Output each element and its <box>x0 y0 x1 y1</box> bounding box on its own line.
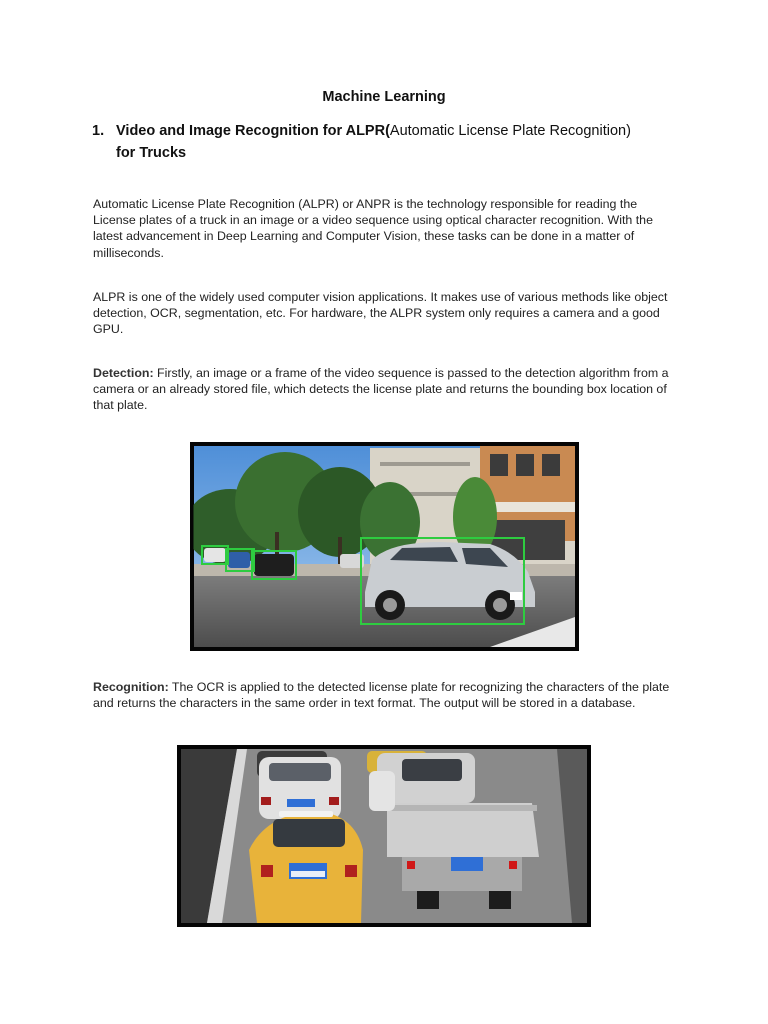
recognition-paragraph <box>93 679 673 711</box>
section-heading <box>92 120 692 164</box>
recognition-scene <box>177 745 591 927</box>
recognition-text: The OCR is applied to the detected license plate for recognizing the characters of the plate and returns the characters in the same order in text format. The output will be stored in a database. <box>93 680 670 711</box>
section-heading-bold: Video and Image Recognition for ALPR( <box>116 123 390 139</box>
recognition-image <box>177 745 591 927</box>
detection-scene <box>190 442 579 651</box>
section-number: 1. <box>92 123 105 139</box>
detection-text: Firstly, an image or a frame of the video sequence is passed to the detection algorithm from a camera or an already stored file, which detects the license plate and returns the bounding box location of that plate. <box>93 366 669 413</box>
detection-image <box>190 442 579 651</box>
section-heading-tail: for Trucks <box>116 145 187 161</box>
recognition-lead: Recognition: <box>93 680 169 694</box>
alpr-paragraph: ALPR is one of the widely used computer vision applications. It makes use of various methods like object detection, OCR, segmentation, etc. For hardware, the ALPR system only requires a camera and a good GPU. <box>93 290 668 337</box>
intro-paragraph: Automatic License Plate Recognition (ALPR) or ANPR is the technology responsible for reading the License plates of a truck in an image or a video sequence using optical character recognition. With the latest advancement in Deep Learning and Computer Vision, these tasks can be done in a matter of milliseconds. <box>93 197 653 260</box>
detection-paragraph <box>93 365 673 414</box>
section-heading-normal: Automatic License Plate Recognition) <box>389 123 631 139</box>
detection-lead: Detection: <box>93 366 154 380</box>
document-title: Machine Learning <box>322 89 446 105</box>
